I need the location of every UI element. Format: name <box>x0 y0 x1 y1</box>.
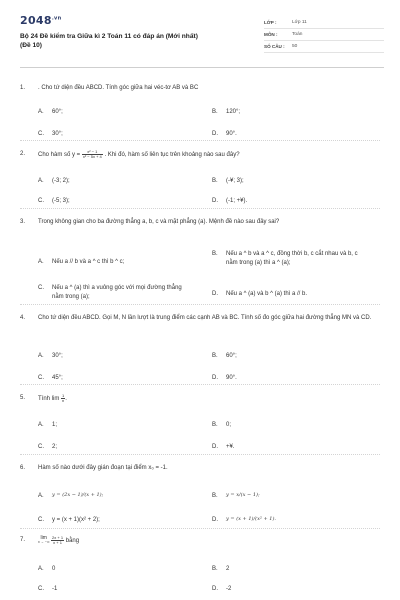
question-number: 2. <box>20 151 26 157</box>
option-c[interactable]: C. Nếu a ^ (a) thì a vuông góc với mọi đường thẳng nằm trong (a); <box>38 285 182 300</box>
header-divider <box>20 67 384 68</box>
option-a[interactable]: A. y = (2x − 1)/(x + 1); <box>38 492 104 500</box>
question-number: 4. <box>20 315 26 321</box>
option-a[interactable]: A. 30°; <box>38 353 63 360</box>
option-c[interactable]: C. -1 <box>38 586 58 593</box>
option-b[interactable]: B. 60°; <box>212 353 237 360</box>
option-c[interactable]: C. y = (x + 1)(x² + 2); <box>38 517 100 524</box>
question-text: Cho tứ diện đều ABCD. Gọi M, N lần lượt là trung điểm các cạnh AB và BC. Tính số đo góc giữa hai đường thẳng MN và CD. <box>38 315 372 321</box>
question-number: 7. <box>20 537 26 543</box>
question-separator <box>20 528 380 529</box>
question-text: Tính lim $\frac{1}{n}$ . <box>38 393 67 403</box>
brand-logo[interactable]: $2048^{.vn}$ <box>20 14 62 27</box>
option-c[interactable]: C. 30°; <box>38 131 63 138</box>
option-a[interactable]: A. 60°; <box>38 109 63 116</box>
option-d[interactable]: D. y = (x + 1)/(x² + 1). <box>212 516 277 524</box>
option-d[interactable]: D. 90°. <box>212 375 237 382</box>
option-d[interactable]: D. 90°. <box>212 131 237 138</box>
question-3 <box>20 218 380 300</box>
option-a[interactable]: A. 1; <box>38 422 58 429</box>
meta-question-count: SỐ CÂU : 50 <box>264 41 384 53</box>
question-4 <box>20 314 380 382</box>
question-separator <box>20 208 380 209</box>
option-b[interactable]: B. 120°; <box>212 109 241 116</box>
header-left <box>20 14 240 53</box>
question-text: Cho hàm số y = $\frac{\text{x² − 1}}{\text{x² − 5x + 4}}$ . Khi đó, hàm số liên tục trên khoảng nào sau đây? <box>38 149 240 159</box>
document-header <box>20 14 384 53</box>
question-text: Trong không gian cho ba đường thẳng a, b, c và mặt phẳng (a). Mệnh đề nào sau đây sai? <box>38 219 280 225</box>
option-d[interactable]: D. +¥. <box>212 444 235 451</box>
question-7 <box>20 535 380 593</box>
question-number: 1. <box>20 85 26 91</box>
meta-grade: LỚP : Lớp 11 <box>264 17 384 29</box>
math-fraction: $\frac{1}{n}$ <box>62 393 65 403</box>
math-fraction: $\frac{\text{x² − 1}}{\text{x² − 5x + 4}}$ <box>82 149 102 159</box>
question-2 <box>20 149 380 205</box>
option-b[interactable]: B. y = x/(x − 1); <box>212 492 260 500</box>
option-b[interactable]: B. (-¥; 3); <box>212 178 244 185</box>
option-d[interactable]: D. Nếu a ^ (a) và b ^ (a) thì a // b. <box>212 291 307 298</box>
document-meta <box>264 17 384 53</box>
question-number: 6. <box>20 465 26 471</box>
question-number: 5. <box>20 395 26 401</box>
question-1 <box>20 84 380 138</box>
question-separator <box>20 454 380 455</box>
math-fraction: $\frac{2x + 1}{x + 1}$ <box>52 535 64 545</box>
option-a[interactable]: A. Nếu a // b và a ^ c thì b ^ c; <box>38 259 125 266</box>
option-c[interactable]: C. 45°; <box>38 375 63 382</box>
question-5 <box>20 393 380 451</box>
question-number: 3. <box>20 219 26 225</box>
question-6 <box>20 464 380 524</box>
option-c[interactable]: C. (-5; 3); <box>38 198 70 205</box>
document-title: Bộ 24 Đề kiểm tra Giữa kì 2 Toán 11 có đáp án (Mới nhất) (Đề 10) <box>20 33 198 49</box>
option-c[interactable]: C. 2; <box>38 444 58 451</box>
question-separator <box>20 140 380 141</box>
question-text: . Cho tứ diện đều ABCD. Tính góc giữa hai véc-tơ AB và BC <box>38 85 199 91</box>
question-text: Hàm số nào dưới đây gián đoạn tại điểm x₀ = -1. <box>38 465 168 471</box>
question-text: lim x → −∞ $\frac{2x + 1}{x + 1}$ bằng <box>38 535 80 545</box>
option-b[interactable]: B. 2 <box>212 566 230 573</box>
option-d[interactable]: D. (-1; +¥). <box>212 198 248 205</box>
question-separator <box>20 384 380 385</box>
option-b[interactable]: B. Nếu a ^ b và a ^ c, đồng thời b, c cắt nhau và b, c nằm trong (a) thì a ^ (a); <box>212 251 358 266</box>
option-a[interactable]: A. (-3; 2); <box>38 178 70 185</box>
option-b[interactable]: B. 0; <box>212 422 232 429</box>
meta-subject: MÔN : Toán <box>264 29 384 41</box>
option-a[interactable]: A. 0 <box>38 566 56 573</box>
option-d[interactable]: D. -2 <box>212 586 232 593</box>
question-separator <box>20 304 380 305</box>
